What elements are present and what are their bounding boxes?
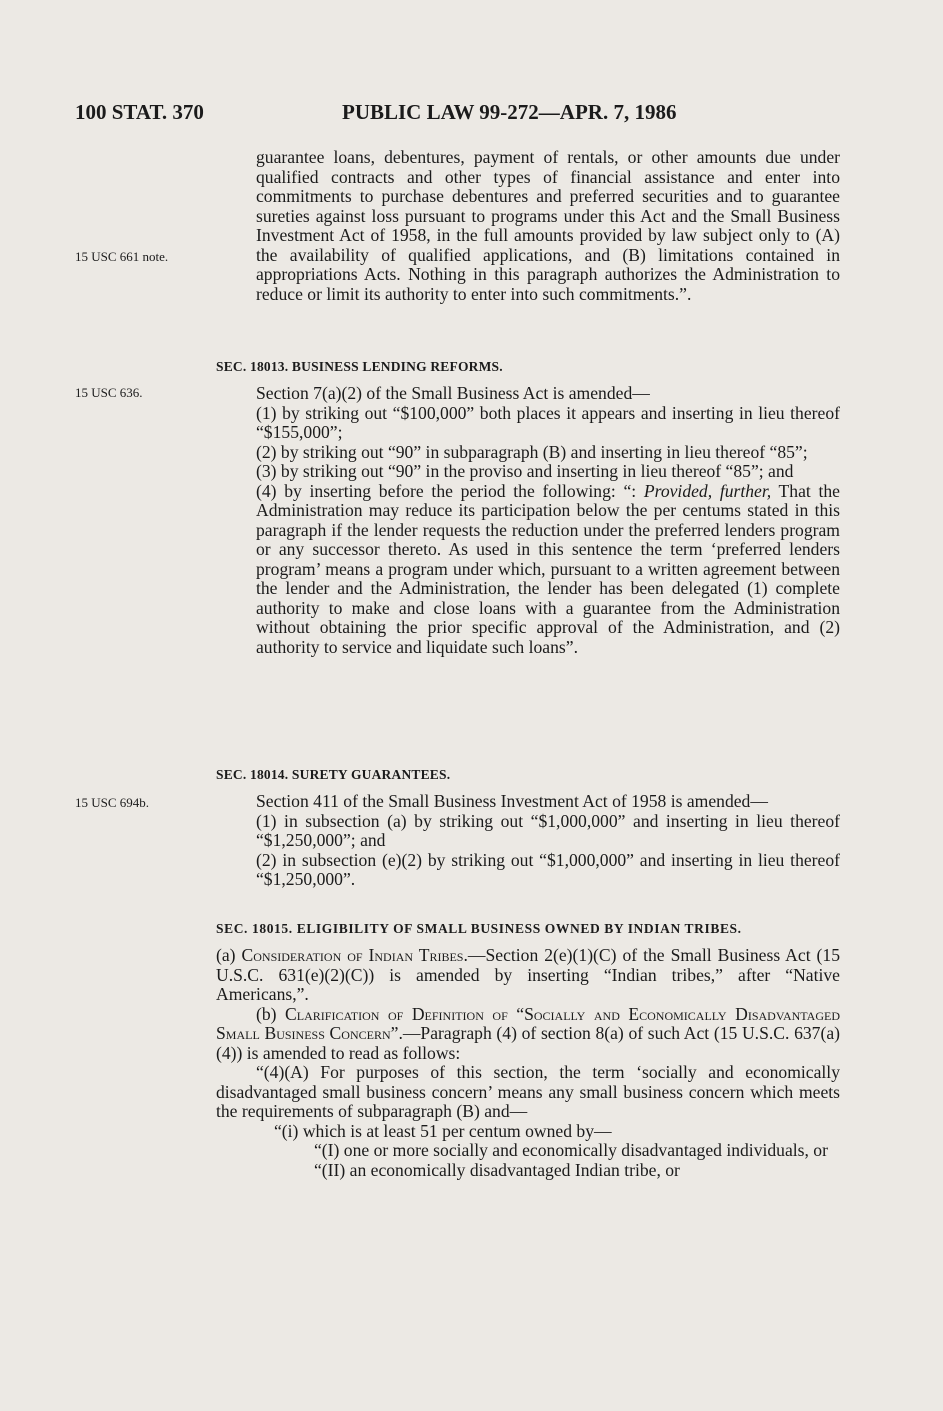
amendment-item: (2) by striking out “90” in subparagraph (B) and inserting in lieu thereof “85”; bbox=[256, 441, 808, 462]
margin-note-636: 15 USC 636. bbox=[75, 385, 143, 400]
section-intro: Section 7(a)(2) of the Small Business Act is amended— bbox=[256, 383, 650, 403]
amendment-item: (1) by striking out “$100,000” both places it appears and inserting in lieu thereof “$155,000”; bbox=[256, 402, 840, 442]
quoted-subclause-I: “(I) one or more socially and economically disadvantaged individuals, or bbox=[314, 1140, 828, 1160]
amendment-item: (3) by striking out “90” in the proviso and inserting in lieu thereof “85”; and bbox=[256, 461, 794, 481]
item4-lead: (4) by inserting before the period the following: “: bbox=[256, 480, 644, 501]
section-heading: SEC. 18014. SURETY GUARANTEES. bbox=[216, 767, 451, 782]
quoted-clause-i: “(i) which is at least 51 per centum owned by— bbox=[274, 1120, 612, 1141]
amendment-item bbox=[216, 482, 840, 658]
margin-note-661: 15 USC 661 note. bbox=[75, 249, 169, 264]
margin-note-694b: 15 USC 694b. bbox=[75, 795, 150, 810]
amendment-item: (2) in subsection (e)(2) by striking out “$1,000,000” and inserting in lieu thereof “$1,250,000”. bbox=[256, 849, 840, 889]
section-18014 bbox=[216, 766, 840, 890]
subsection-a-label: (a) bbox=[216, 945, 242, 965]
law-title: PUBLIC LAW 99-272—APR. 7, 1986 bbox=[342, 100, 677, 124]
amendment-item: (1) in subsection (a) by striking out “$1,000,000” and inserting in lieu thereof “$1,250,000”; and bbox=[256, 810, 840, 850]
section-intro: Section 411 of the Small Business Investment Act of 1958 is amended— bbox=[256, 791, 768, 811]
proviso-phrase: Provided, further, bbox=[643, 480, 772, 501]
continuation-text: guarantee loans, debentures, payment of rentals, or other amounts due under qualified contracts and other types of financial assistance and enter into commitments to purchase debentures and preferred securities and to guarantee sureties against loss pursuant to programs under this Act and the Small Business Investment Act of 1958, in the full amounts provided by law subject only to (A) the availability of qualified applications, and (B) limitations contained in appropriations Acts. Nothing in this paragraph authorizes the Administration to reduce or limit its authority to enter into such commitments.”. bbox=[256, 147, 840, 304]
section-18015 bbox=[216, 920, 840, 1180]
subsection-b-caption: Clarification of Definition of “Socially and Economically Disadvantaged Small Business Concern” bbox=[216, 1003, 840, 1043]
quoted-subclause-II: “(II) an economically disadvantaged Indian tribe, or bbox=[314, 1159, 680, 1180]
section-heading: SEC. 18013. BUSINESS LENDING REFORMS. bbox=[216, 359, 503, 374]
subsection-b-label: (b) bbox=[256, 1003, 286, 1024]
subsection-b-text: .—Paragraph (4) of section 8(a) of such Act (15 U.S.C. 637(a)(4)) is amended to read as follows: bbox=[216, 1023, 840, 1063]
quoted-paragraph-4A: “(4)(A) For purposes of this section, the term ‘socially and economically disadvantaged small business concern’ means any small business concern which meets the requirements of subparagraph (B) and— bbox=[216, 1062, 840, 1121]
subsection-a-text: —Section 2(e)(1)(C) of the Small Business Act (15 U.S.C. 631(e)(2)(C)) is amended by inserting “Indian tribes,” after “Native Americans,”. bbox=[216, 945, 841, 1004]
section-18013 bbox=[216, 358, 840, 657]
statute-citation: 100 STAT. 370 bbox=[75, 100, 204, 124]
item4-body: That the Administration may reduce its participation below the per centums stated in this paragraph if the lender requests the reduction under the preferred lenders program or any successor thereto. As used in this sentence the term ‘preferred lenders program’ means a program under which, pursuant to a written agreement between the lender and the Administration, the lender has been delegated (1) complete authority to make and close loans with a guarantee from the Administration without obtaining the prior specific approval of the Administration, and (2) authority to service and liquidate such loans”. bbox=[256, 480, 840, 657]
subsection-a bbox=[216, 946, 840, 1005]
running-head bbox=[75, 100, 845, 136]
subsection-b bbox=[216, 1005, 840, 1064]
subsection-a-caption: Consideration of Indian Tribes. bbox=[241, 945, 468, 965]
continuation-block bbox=[256, 148, 840, 304]
section-heading: SEC. 18015. ELIGIBILITY OF SMALL BUSINESS OWNED BY INDIAN TRIBES. bbox=[216, 921, 742, 936]
